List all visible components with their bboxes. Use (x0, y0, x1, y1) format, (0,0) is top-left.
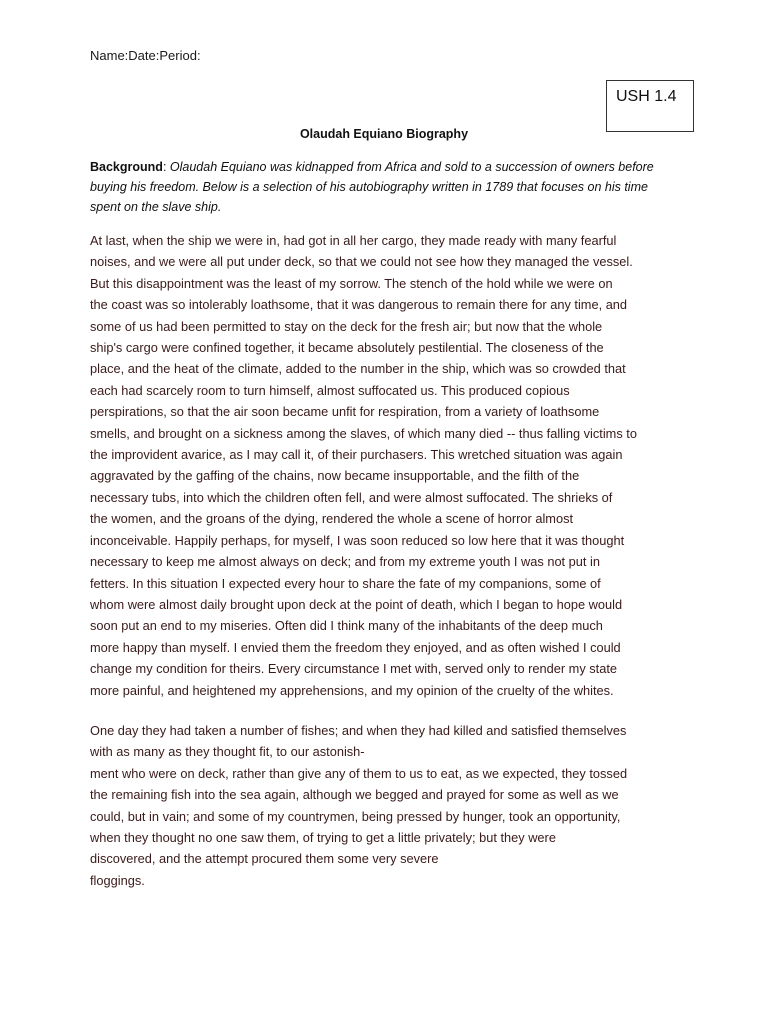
course-code: USH 1.4 (616, 88, 677, 105)
text-line: fetters. In this situation I expected every hour to share the fate of my companions, some of (90, 575, 601, 591)
text-line: smells, and brought on a sickness among the slaves, of which many died -- thus falling victims to (90, 425, 637, 441)
background-text: Olaudah Equiano was kidnapped from Africa and sold to a succession of owners before buying his freedom. Below is a selection of his autobiography written in 1789 that focuses on his time spent on the slave ship. (90, 160, 654, 214)
text-line: discovered, and the attempt procured them some very severe (90, 851, 439, 867)
excerpt-paragraph-1 (90, 230, 682, 701)
text-line: the improvident avarice, as I may call it, of their purchasers. This wretched situation was again (90, 447, 623, 463)
text-line: when they thought no one saw them, of trying to get a little privately; but they were (90, 830, 556, 846)
text-line: necessary to keep me almost always on deck; and from my extreme youth I was not put in (90, 554, 600, 570)
text-line: the remaining fish into the sea again, although we begged and prayed for some as well as we (90, 787, 619, 803)
text-line: some of us had been permitted to stay on the deck for the fresh air; but now that the whole (90, 318, 603, 334)
text-line: At last, when the ship we were in, had got in all her cargo, they made ready with many fearful (90, 233, 617, 248)
text-line: floggings. (90, 872, 145, 888)
background-section (90, 157, 680, 217)
background-separator: : (162, 160, 170, 174)
text-line: the coast was so intolerably loathsome, that it was dangerous to remain there for any time, and (90, 297, 628, 313)
excerpt-paragraph-2 (90, 720, 682, 891)
text-line: aggravated by the gaffing of the chains, now became insupportable, and the filth of the (90, 468, 580, 484)
text-line: noises, and we were all put under deck, so that we could not see how they managed the vessel. (90, 254, 633, 270)
text-line: place, and the heat of the climate, added to the number in the ship, which was so crowded that (90, 361, 626, 377)
name-date-period-line: Name:Date:Period: (90, 48, 201, 63)
text-line: with as many as they thought fit, to our astonish- (90, 744, 365, 760)
text-line: One day they had taken a number of fishes; and when they had killed and satisfied themselves (90, 723, 627, 738)
text-line: the women, and the groans of the dying, rendered the whole a scene of horror almost (90, 511, 574, 527)
course-code-box (606, 80, 694, 132)
text-line: whom were almost daily brought upon deck at the point of death, which I began to hope would (90, 596, 623, 612)
text-line: could, but in vain; and some of my countrymen, being pressed by hunger, took an opportunity, (90, 808, 621, 824)
text-line: necessary tubs, into which the children often fell, and were almost suffocated. The shrieks of (90, 489, 613, 505)
document-title: Olaudah Equiano Biography (299, 127, 469, 141)
text-line: ment who were on deck, rather than give any of them to us to eat, as we expected, they tossed (90, 765, 628, 781)
text-line: soon put an end to my miseries. Often did I think many of the inhabitants of the deep much (90, 618, 603, 634)
text-line: more painful, and heightened my apprehensions, and my opinion of the cruelty of the whites. (90, 682, 614, 698)
background-label: Background (90, 160, 163, 174)
text-line: perspirations, so that the air soon became unfit for respiration, from a variety of loathsome (90, 404, 600, 420)
text-line: But this disappointment was the least of my sorrow. The stench of the hold while we were on (90, 275, 613, 291)
text-line: inconceivable. Happily perhaps, for myself, I was soon reduced so low here that it was thought (90, 532, 625, 548)
text-line: ship's cargo were confined together, it became absolutely pestilential. The closeness of the (90, 340, 604, 356)
text-line: more happy than myself. I envied them the freedom they enjoyed, and as often wished I could (90, 639, 621, 655)
text-line: each had scarcely room to turn himself, almost suffocated us. This produced copious (90, 382, 570, 398)
text-line: change my condition for theirs. Every circumstance I met with, served only to render my state (90, 661, 618, 677)
